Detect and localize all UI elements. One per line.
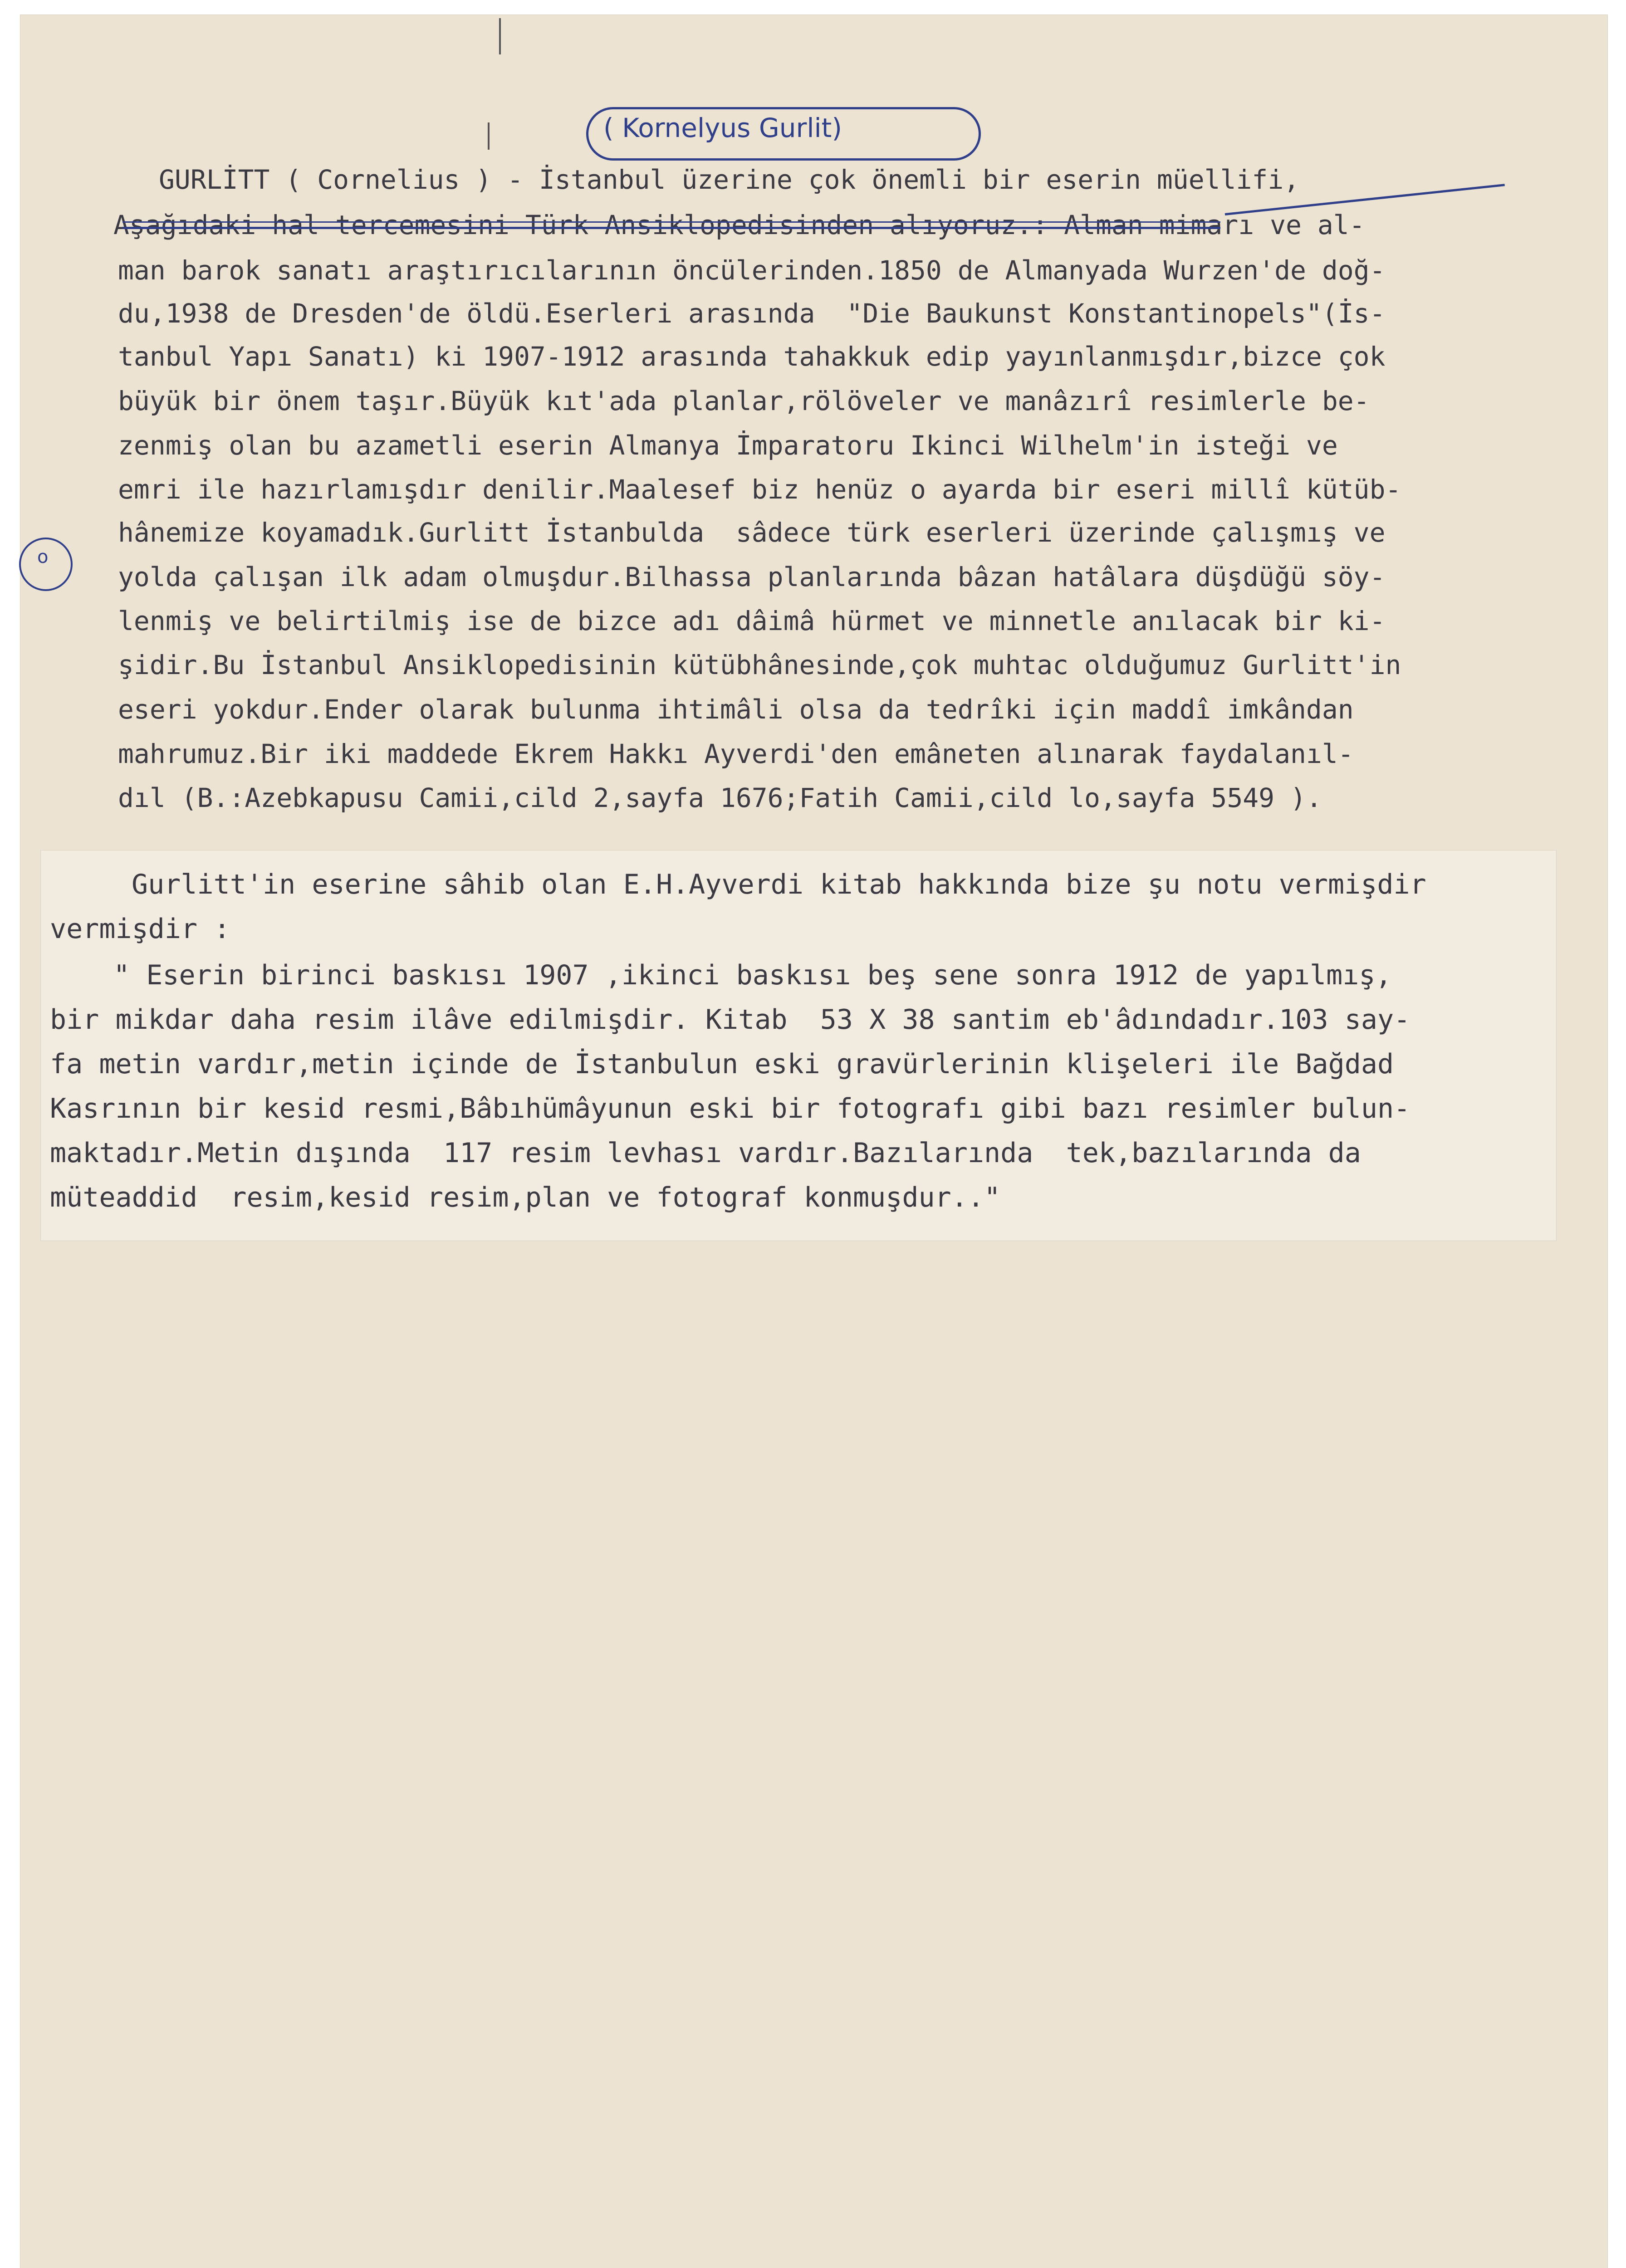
p1-line-14: mahrumuz.Bir iki maddede Ekrem Hakkı Ayverdi'den emâneten alınarak faydalanıl- [118, 738, 1354, 769]
p1-line-5: tanbul Yapı Sanatı) ki 1907-1912 arasında tahakkuk edip yayınlanmışdır,bizce çok [118, 341, 1386, 372]
p2-line-6: Kasrının bir kesid resmi,Bâbıhümâyunun eski bir fotografı gibi bazı resimler bulun- [50, 1093, 1411, 1124]
pen-mark-top-2 [488, 122, 490, 150]
margin-mark-letter: o [37, 547, 49, 567]
p1-line-12: şidir.Bu İstanbul Ansiklopedisinin kütübhânesinde,çok muhtac olduğumuz Gurlitt'in [118, 650, 1401, 680]
strikethrough-line-2b [122, 221, 1220, 223]
p2-line-5: fa metin vardır,metin içinde de İstanbulun eski gravürlerinin klişeleri ile Bağdad [50, 1048, 1394, 1080]
p1-line-15: dıl (B.:Azebkapusu Camii,cild 2,sayfa 1676;Fatih Camii,cild lo,sayfa 5549 ). [118, 782, 1322, 813]
p1-line-6: büyük bir önem taşır.Büyük kıt'ada planlar,rölöveler ve manâzırî resimlerle be- [118, 386, 1370, 416]
strikethrough-line-2 [122, 227, 1220, 229]
handwritten-title-note: ( Kornelyus Gurlit) [603, 112, 842, 143]
p1-line-13: eseri yokdur.Ender olarak bulunma ihtimâli olsa da tedrîki için maddî imkândan [118, 694, 1354, 725]
p1-line-10: yolda çalışan ilk adam olmuşdur.Bilhassa planlarında bâzan hatâlara düşdüğü söy- [118, 562, 1386, 592]
p1-line-9: hânemize koyamadık.Gurlitt İstanbulda sâdece türk eserleri üzerinde çalışmış ve [118, 517, 1386, 548]
p2-line-8: müteaddid resim,kesid resim,plan ve fotograf konmuşdur.." [50, 1182, 1001, 1213]
p2-line-7: maktadır.Metin dışında 117 resim levhası vardır.Bazılarında tek,bazılarında da [50, 1137, 1361, 1169]
p1-line-3: man barok sanatı araştırıcılarının öncülerinden.1850 de Almanyada Wurzen'de doğ- [118, 255, 1386, 286]
p1-line-7: zenmiş olan bu azametli eserin Almanya İmparatoru Ikinci Wilhelm'in isteği ve [118, 430, 1338, 461]
p2-line-1: Gurlitt'in eserine sâhib olan E.H.Ayverdi kitab hakkında bize şu notu vermişdir [132, 869, 1426, 900]
p1-line-1: GURLİTT ( Cornelius ) - İstanbul üzerine çok önemli bir eserin müellifi, [159, 164, 1300, 195]
pen-mark-top [499, 18, 501, 54]
p1-line-8: emri ile hazırlamışdır denilir.Maalesef biz henüz o ayarda bir eseri millî kütüb- [118, 474, 1401, 505]
p2-line-3: " Eserin birinci baskısı 1907 ,ikinci baskısı beş sene sonra 1912 de yapılmış, [113, 959, 1392, 991]
p1-line-4: du,1938 de Dresden'de öldü.Eserleri arasında "Die Baukunst Konstantinopels"(İs- [118, 298, 1386, 329]
p2-line-2: vermişdir : [50, 913, 230, 945]
p1-line-2: Aşağıdaki hal tercemesini Türk Ansiklopedisinden alıyoruz.: Alman mimarı ve al- [113, 210, 1365, 240]
pasted-clipping [41, 850, 1556, 1241]
p1-line-11: lenmiş ve belirtilmiş ise de bizce adı dâimâ hürmet ve minnetle anılacak bir ki- [118, 606, 1386, 636]
p2-line-4: bir mikdar daha resim ilâve edilmişdir. Kitab 53 X 38 santim eb'âdındadır.103 say- [50, 1004, 1411, 1036]
